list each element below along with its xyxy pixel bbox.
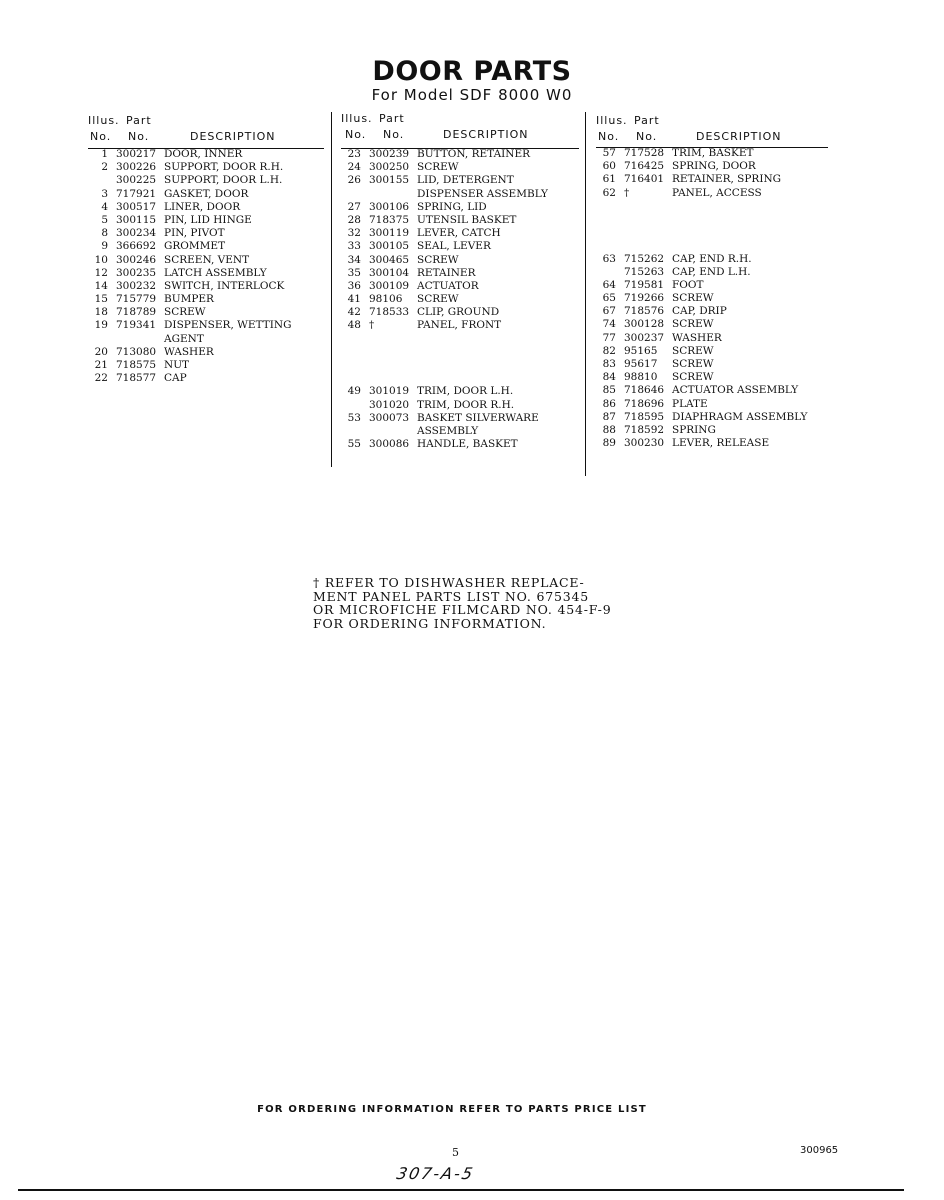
illus-number: 67 xyxy=(602,305,616,318)
part-number: 300246 xyxy=(116,253,157,266)
list-item xyxy=(596,371,836,384)
list-item xyxy=(88,333,328,346)
illus-number: 64 xyxy=(602,278,616,291)
part-number: 716401 xyxy=(624,173,665,186)
part-number: 300119 xyxy=(369,227,410,240)
illus-number: 2 xyxy=(101,161,108,174)
list-item xyxy=(596,424,836,437)
column-divider-1 xyxy=(331,112,332,467)
part-number: 301019 xyxy=(369,385,410,398)
header-illus: Illus. xyxy=(88,114,120,127)
list-item xyxy=(341,161,581,174)
part-description: FOOT xyxy=(672,278,704,291)
part-description: SWITCH, INTERLOCK xyxy=(164,279,285,292)
list-item xyxy=(596,173,836,186)
list-item xyxy=(88,174,328,187)
illus-number: 3 xyxy=(101,187,108,200)
illus-number: 27 xyxy=(347,200,361,213)
header-part: Part xyxy=(379,112,405,125)
part-description: DISPENSER ASSEMBLY xyxy=(417,187,548,200)
illus-number: 49 xyxy=(347,385,361,398)
illus-number: 83 xyxy=(602,358,616,370)
part-number: 300234 xyxy=(116,227,157,240)
part-description: WASHER xyxy=(164,345,214,358)
header-illus: Illus. xyxy=(596,114,628,127)
part-number: 300235 xyxy=(116,266,157,279)
part-description: PANEL, ACCESS xyxy=(672,186,762,199)
illus-number: 1 xyxy=(101,148,108,160)
part-description: SCREEN, VENT xyxy=(164,253,250,266)
part-description: CAP, DRIP xyxy=(672,305,727,318)
page-title: DOOR PARTS xyxy=(372,56,572,87)
illus-number: 18 xyxy=(94,306,108,319)
part-description: NUT xyxy=(164,359,190,371)
illus-number: 42 xyxy=(347,306,361,319)
list-item xyxy=(596,266,836,279)
list-item xyxy=(596,332,836,345)
illus-number: 9 xyxy=(101,240,108,253)
note-line: MENT PANEL PARTS LIST NO. 675345 xyxy=(313,588,589,604)
header-description: DESCRIPTION xyxy=(190,130,276,143)
list-item xyxy=(88,267,328,280)
header-part: Part xyxy=(634,114,660,127)
part-description: SCREW xyxy=(672,371,714,384)
list-item xyxy=(341,359,581,372)
illus-number: 57 xyxy=(602,147,616,159)
part-description: TRIM, DOOR L.H. xyxy=(417,385,514,398)
illus-number: 55 xyxy=(347,438,361,451)
part-number: 300086 xyxy=(369,438,410,451)
refer-note xyxy=(313,576,611,630)
illus-number: 48 xyxy=(347,319,361,332)
part-description: SUPPORT, DOOR R.H. xyxy=(164,161,284,174)
part-number: 300230 xyxy=(624,437,665,450)
part-description: LATCH ASSEMBLY xyxy=(164,266,267,279)
list-item xyxy=(88,148,328,161)
list-item xyxy=(596,200,836,213)
list-item xyxy=(596,437,836,450)
part-description: DOOR, INNER xyxy=(164,148,243,160)
note-line: OR MICROFICHE FILMCARD NO. 454-F-9 xyxy=(313,602,612,617)
illus-number: 62 xyxy=(602,186,616,199)
illus-number: 74 xyxy=(602,318,616,331)
parts-column-2 xyxy=(341,112,581,451)
part-number: 300465 xyxy=(369,253,410,266)
list-item xyxy=(596,398,836,411)
illus-number: 89 xyxy=(602,437,616,450)
part-number: 718375 xyxy=(369,213,410,226)
illus-number: 82 xyxy=(602,344,616,357)
part-description: WASHER xyxy=(672,331,722,344)
list-item xyxy=(88,319,328,332)
part-description: SCREW xyxy=(672,318,714,331)
part-description: GROMMET xyxy=(164,240,226,253)
part-description: ACTUATOR xyxy=(417,279,479,292)
column-header xyxy=(341,112,581,146)
part-number: 300517 xyxy=(116,200,157,213)
illus-number: 22 xyxy=(94,372,108,385)
header-no-2: No. xyxy=(383,128,405,141)
header-no-2: No. xyxy=(128,130,150,143)
illus-number: 77 xyxy=(602,331,616,344)
part-description: BUMPER xyxy=(164,293,214,306)
part-description: HANDLE, BASKET xyxy=(417,438,518,451)
part-number: 366692 xyxy=(116,240,157,253)
part-number: 300105 xyxy=(369,240,410,253)
column-header xyxy=(596,114,836,148)
part-number: † xyxy=(369,319,375,332)
part-description: CAP, END R.H. xyxy=(672,252,752,265)
illus-number: 19 xyxy=(94,319,108,332)
parts-column-3 xyxy=(596,114,836,450)
part-number: 98106 xyxy=(369,293,403,306)
illus-number: 33 xyxy=(347,240,361,253)
list-item xyxy=(596,147,836,160)
column-divider-2 xyxy=(585,112,586,476)
list-item xyxy=(341,306,581,319)
part-number: 300128 xyxy=(624,318,665,331)
bottom-rule xyxy=(18,1189,904,1191)
part-number: 98810 xyxy=(624,371,658,384)
illus-number: 87 xyxy=(602,410,616,423)
illus-number: 34 xyxy=(347,253,361,266)
part-description: PIN, LID HINGE xyxy=(164,213,252,226)
illus-number: 20 xyxy=(94,345,108,358)
part-number: 718696 xyxy=(624,397,665,410)
part-number: 300073 xyxy=(369,411,410,424)
part-description: SUPPORT, DOOR L.H. xyxy=(164,174,283,187)
page-subtitle: For Model SDF 8000 W0 xyxy=(371,86,573,104)
part-number: 719266 xyxy=(624,292,665,305)
note-line: FOR ORDERING INFORMATION. xyxy=(313,615,547,631)
list-item xyxy=(88,227,328,240)
part-description: ASSEMBLY xyxy=(417,424,479,437)
part-description: SCREW xyxy=(164,306,206,319)
list-item xyxy=(341,148,581,161)
illus-number: 26 xyxy=(347,174,361,187)
part-number: 717921 xyxy=(116,187,157,200)
list-item xyxy=(88,254,328,267)
parts-list xyxy=(341,148,581,451)
footer-note: FOR ORDERING INFORMATION REFER TO PARTS PRICE LIST xyxy=(257,1104,647,1115)
part-number: 718592 xyxy=(624,423,665,436)
illus-number: 15 xyxy=(94,293,108,306)
part-description: PLATE xyxy=(672,397,708,410)
list-item xyxy=(341,385,581,398)
part-number: 300217 xyxy=(116,148,157,160)
header-no: No. xyxy=(345,128,367,141)
list-item xyxy=(88,214,328,227)
list-item xyxy=(88,201,328,214)
part-number: 718595 xyxy=(624,410,665,423)
illus-number: 53 xyxy=(347,411,361,424)
list-item xyxy=(341,319,581,332)
list-item xyxy=(596,411,836,424)
list-item xyxy=(596,292,836,305)
list-item xyxy=(596,226,836,239)
part-number: 715263 xyxy=(624,265,665,278)
list-item xyxy=(88,240,328,253)
part-number: 715779 xyxy=(116,293,157,306)
list-item xyxy=(341,227,581,240)
list-item xyxy=(341,214,581,227)
part-number: 718575 xyxy=(116,359,157,371)
part-number: 300106 xyxy=(369,200,410,213)
part-description: SPRING, LID xyxy=(417,200,487,213)
part-description: BASKET SILVERWARE xyxy=(417,411,539,424)
header-description: DESCRIPTION xyxy=(696,130,782,143)
part-description: DIAPHRAGM ASSEMBLY xyxy=(672,410,808,423)
illus-number: 36 xyxy=(347,279,361,292)
part-description: RETAINER, SPRING xyxy=(672,173,782,186)
part-number: 718533 xyxy=(369,306,410,319)
list-item xyxy=(596,160,836,173)
part-number: 718789 xyxy=(116,306,157,319)
illus-number: 24 xyxy=(347,161,361,174)
illus-number: 10 xyxy=(94,253,108,266)
list-item xyxy=(596,279,836,292)
part-description: LINER, DOOR xyxy=(164,200,241,213)
part-number: 719341 xyxy=(116,319,157,332)
illus-number: 23 xyxy=(347,148,361,160)
part-description: CLIP, GROUND xyxy=(417,306,500,319)
parts-list xyxy=(88,148,328,385)
part-number: 716425 xyxy=(624,160,665,173)
part-description: DISPENSER, WETTING xyxy=(164,319,292,332)
parts-column-1 xyxy=(88,114,328,385)
part-number: 300232 xyxy=(116,279,157,292)
part-description: PIN, PIVOT xyxy=(164,227,225,240)
part-number: 300104 xyxy=(369,266,410,279)
part-description: SCREW xyxy=(672,292,714,305)
list-item xyxy=(341,174,581,187)
note-line: † REFER TO DISHWASHER REPLACE- xyxy=(313,575,585,590)
illus-number: 85 xyxy=(602,384,616,397)
part-number: 300237 xyxy=(624,331,665,344)
part-description: TRIM, BASKET xyxy=(672,147,754,159)
part-number: 300226 xyxy=(116,161,157,174)
part-number: † xyxy=(624,186,630,199)
list-item xyxy=(88,293,328,306)
illus-number: 88 xyxy=(602,423,616,436)
list-item xyxy=(88,306,328,319)
list-item xyxy=(341,201,581,214)
part-number: 300250 xyxy=(369,161,410,174)
illus-number: 35 xyxy=(347,266,361,279)
list-item xyxy=(88,188,328,201)
part-description: CAP, END L.H. xyxy=(672,265,751,278)
illus-number: 61 xyxy=(602,173,616,186)
part-number: 719581 xyxy=(624,278,665,291)
part-description: TRIM, DOOR R.H. xyxy=(417,398,515,411)
list-item xyxy=(341,346,581,359)
illus-number: 65 xyxy=(602,292,616,305)
list-item xyxy=(341,188,581,201)
part-number: 717528 xyxy=(624,147,665,159)
list-item xyxy=(341,254,581,267)
list-item xyxy=(341,267,581,280)
illus-number: 4 xyxy=(101,200,108,213)
list-item xyxy=(341,425,581,438)
part-number: 300239 xyxy=(369,148,410,160)
list-item xyxy=(88,359,328,372)
list-item xyxy=(341,399,581,412)
part-description: SPRING xyxy=(672,423,716,436)
list-item xyxy=(596,384,836,397)
illus-number: 32 xyxy=(347,227,361,240)
list-item xyxy=(341,438,581,451)
list-item xyxy=(596,345,836,358)
part-description: SCREW xyxy=(417,293,459,306)
part-description: SCREW xyxy=(417,253,459,266)
part-description: BUTTON, RETAINER xyxy=(417,148,531,160)
part-description: SCREW xyxy=(672,344,714,357)
list-item xyxy=(88,280,328,293)
list-item xyxy=(341,333,581,346)
list-item xyxy=(596,318,836,331)
part-number: 95617 xyxy=(624,358,658,370)
part-number: 718576 xyxy=(624,305,665,318)
list-item xyxy=(596,187,836,200)
list-item xyxy=(341,293,581,306)
part-description: CAP xyxy=(164,372,187,385)
list-item xyxy=(341,412,581,425)
part-description: PANEL, FRONT xyxy=(417,319,502,332)
header-no: No. xyxy=(598,130,620,143)
part-description: GASKET, DOOR xyxy=(164,187,249,200)
part-number: 300225 xyxy=(116,174,157,187)
list-item xyxy=(596,213,836,226)
illus-number: 5 xyxy=(101,213,108,226)
part-number: 300109 xyxy=(369,279,410,292)
part-description: LEVER, RELEASE xyxy=(672,437,770,450)
list-item xyxy=(88,161,328,174)
parts-list xyxy=(596,147,836,450)
part-number: 300155 xyxy=(369,174,410,187)
list-item xyxy=(596,253,836,266)
illus-number: 8 xyxy=(101,227,108,240)
part-description: RETAINER xyxy=(417,266,476,279)
list-item xyxy=(596,239,836,252)
illus-number: 21 xyxy=(94,359,108,371)
part-description: SEAL, LEVER xyxy=(417,240,491,253)
part-description: LID, DETERGENT xyxy=(417,174,514,187)
part-description: SCREW xyxy=(672,358,714,370)
part-number: 718646 xyxy=(624,384,665,397)
illus-number: 12 xyxy=(94,266,108,279)
header-description: DESCRIPTION xyxy=(443,128,529,141)
illus-number: 28 xyxy=(347,213,361,226)
part-description: AGENT xyxy=(164,332,204,345)
header-no-2: No. xyxy=(636,130,658,143)
list-item xyxy=(88,372,328,385)
list-item xyxy=(341,240,581,253)
part-number: 713080 xyxy=(116,345,157,358)
header-no: No. xyxy=(90,130,112,143)
part-number: 95165 xyxy=(624,344,658,357)
column-header xyxy=(88,114,328,148)
page-number: 5 xyxy=(452,1146,459,1159)
illus-number: 14 xyxy=(94,279,108,292)
part-description: ACTUATOR ASSEMBLY xyxy=(672,384,799,397)
illus-number: 41 xyxy=(347,293,361,306)
list-item xyxy=(88,346,328,359)
part-description: UTENSIL BASKET xyxy=(417,213,517,226)
illus-number: 63 xyxy=(602,252,616,265)
part-description: SPRING, DOOR xyxy=(672,160,756,173)
list-item xyxy=(341,372,581,385)
illus-number: 86 xyxy=(602,397,616,410)
header-part: Part xyxy=(126,114,152,127)
document-number: 300965 xyxy=(800,1145,839,1156)
part-number: 301020 xyxy=(369,398,410,411)
header-illus: Illus. xyxy=(341,112,373,125)
list-item xyxy=(341,280,581,293)
handwritten-annotation: 307-A-5 xyxy=(394,1164,477,1183)
list-item xyxy=(596,358,836,371)
part-number: 300115 xyxy=(116,213,157,226)
part-number: 718577 xyxy=(116,372,157,385)
part-description: SCREW xyxy=(417,161,459,174)
illus-number: 84 xyxy=(602,371,616,384)
part-number: 715262 xyxy=(624,252,665,265)
list-item xyxy=(596,305,836,318)
part-description: LEVER, CATCH xyxy=(417,227,501,240)
illus-number: 60 xyxy=(602,160,616,173)
